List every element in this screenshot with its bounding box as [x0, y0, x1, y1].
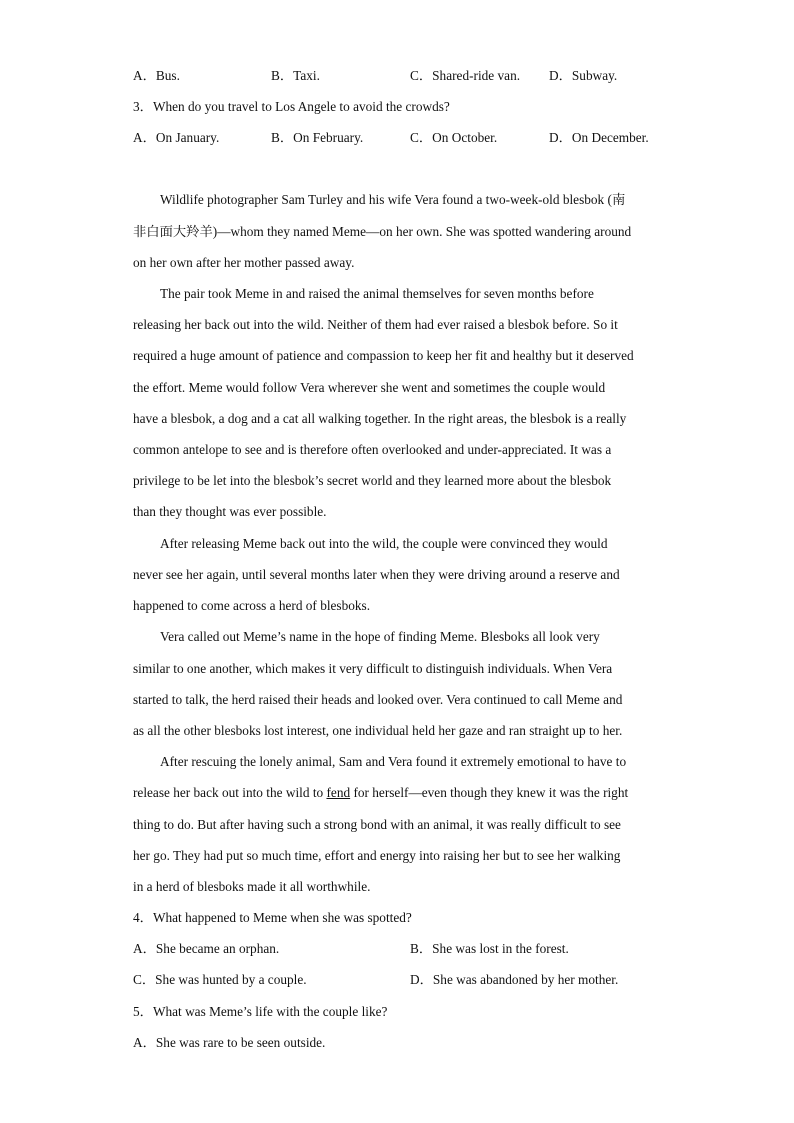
passage-p1-line: Wildlife photographer Sam Turley and his wife Vera found a two-week-old blesbok (南 — [160, 192, 626, 207]
passage-p4-line: similar to one another, which makes it very difficult to distinguish individuals. When Vera — [133, 661, 613, 676]
passage-p2-line: releasing her back out into the wild. Neither of them had ever raised a blesbok before. So it — [133, 317, 618, 332]
passage-p5-line: thing to do. But after having such a strong bond with an animal, it was really difficult to see — [133, 817, 621, 832]
q2-option-c: C．Shared-ride van. — [410, 68, 521, 83]
passage-p5-line: her go. They had put so much time, effort and energy into raising her but to see her walking — [133, 848, 621, 863]
q4-option-c: C．She was hunted by a couple. — [133, 972, 307, 987]
passage-p4-line: Vera called out Meme’s name in the hope of finding Meme. Blesboks all look very — [160, 629, 600, 644]
passage-p3-line: After releasing Meme back out into the wild, the couple were convinced they would — [160, 536, 608, 551]
passage-p2-line: privilege to be let into the blesbok’s secret world and they learned more about the blesbok — [133, 473, 612, 488]
passage-p5-line: in a herd of blesboks made it all worthwhile. — [133, 879, 371, 894]
passage-p5-line — [133, 785, 628, 801]
passage-p2-line: have a blesbok, a dog and a cat all walking together. In the right areas, the blesbok is a really — [133, 411, 627, 426]
passage-p2-line: required a huge amount of patience and compassion to keep her fit and healthy but it deserved — [133, 348, 634, 363]
passage-p5-line: After rescuing the lonely animal, Sam and Vera found it extremely emotional to have to — [160, 754, 627, 769]
q2-option-a: A．Bus. — [133, 68, 180, 83]
passage-p4-line: as all the other blesboks lost interest, one individual held her gaze and ran straight up to her. — [133, 723, 623, 738]
q3-option-b: B．On February. — [271, 130, 364, 145]
underlined-word-fend: fend — [326, 785, 351, 800]
passage-p1-line: on her own after her mother passed away. — [133, 255, 355, 270]
q3-stem: 3．When do you travel to Los Angele to avoid the crowds? — [133, 99, 450, 114]
q3-option-c: C．On October. — [410, 130, 498, 145]
q2-option-d: D．Subway. — [549, 68, 618, 83]
passage-p3-line: never see her again, until several months later when they were driving around a reserve and — [133, 567, 620, 582]
q5-option-a: A．She was rare to be seen outside. — [133, 1035, 326, 1050]
q3-option-a: A．On January. — [133, 130, 220, 145]
passage-p2-line: The pair took Meme in and raised the animal themselves for seven months before — [160, 286, 594, 301]
q4-stem: 4．What happened to Meme when she was spotted? — [133, 910, 412, 925]
passage-p3-line: happened to come across a herd of blesboks. — [133, 598, 371, 613]
passage-p5-text: release her back out into the wild to — [133, 785, 327, 800]
passage-p1-line: 非白面大羚羊)—whom they named Meme—on her own. She was spotted wandering around — [133, 224, 632, 239]
q4-option-d: D．She was abandoned by her mother. — [410, 972, 619, 987]
passage-p2-line: than they thought was ever possible. — [133, 504, 327, 519]
passage-p2-line: common antelope to see and is therefore often overlooked and under-appreciated. It was a — [133, 442, 612, 457]
q3-option-d: D．On December. — [549, 130, 649, 145]
q4-option-a: A．She became an orphan. — [133, 941, 280, 956]
q5-stem: 5．What was Meme’s life with the couple like? — [133, 1004, 388, 1019]
passage-p2-line: the effort. Meme would follow Vera wherever she went and sometimes the couple would — [133, 380, 606, 395]
q2-option-b: B．Taxi. — [271, 68, 320, 83]
q4-option-b: B．She was lost in the forest. — [410, 941, 569, 956]
passage-p4-line: started to talk, the herd raised their heads and looked over. Vera continued to call Meme and — [133, 692, 623, 707]
passage-p5-text: for herself—even though they knew it was the right — [350, 785, 629, 800]
